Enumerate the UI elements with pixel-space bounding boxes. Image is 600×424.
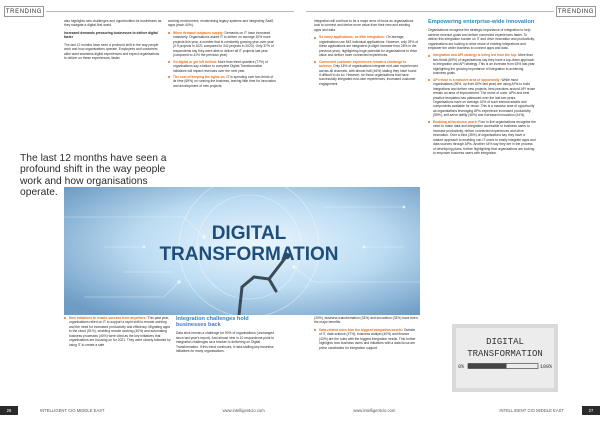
column-3-top <box>314 19 418 88</box>
url-right[interactable]: www.intelligentcio.com <box>353 407 396 413</box>
thumb-pct-right: 100% <box>540 364 553 370</box>
list-item: Integration and API strategy is being led from the top: More than two-thirds (69%) of organisations say they have a top-down approach to integration and API strategy. This is an increase from 63% last year, highlighting the growing importance of integration to achieving business goals. <box>428 53 536 75</box>
column-4 <box>428 19 536 157</box>
paragraph: Organisations recognise the strategic importance of integration to help achieve revenue goals and deliver connected experiences faster. To deliver this integration burden on IT and drive innovation and productivity, organisations are looking to drive reuse of existing integrations and empower the wider business to connect apps and data. <box>428 28 535 51</box>
list-item: New initiatives to enable success from anywhere: This past year, organisations relied on IT to support a rapid shift to remote working and the need for increased productivity and efficiency. Migrating apps to the cloud (51%), enabling remote working (40%) and automating business processes (40%) were cited as the key initiatives that organisations are focusing on for 2021. They were closely followed by using IT to create a safe <box>64 316 172 347</box>
paragraph: The last 12 months have seen a profound shift in the way people work and how organisations operate. Employees and customers alike want seamless digital experiences and expect organisations to deliver on these experiences, faster. <box>64 42 160 61</box>
paragraph: integration will continue to be a major area of focus as organisations look to connect and derive more value from their new and existing apps and data. <box>314 19 414 32</box>
hero-title-line-2: TRANSFORMATION <box>159 244 339 265</box>
url-left[interactable]: www.intelligentcio.com <box>222 407 265 413</box>
thumb-pct-left: 0% <box>458 364 465 370</box>
column-1-bottom <box>64 316 172 349</box>
footer-left <box>0 404 300 416</box>
section-heading: Integration challenges hold businesses back <box>176 316 249 329</box>
column-2-bottom <box>176 316 276 357</box>
footer-right <box>300 404 600 416</box>
digital-transformation-thumbnail <box>452 324 558 392</box>
section-heading: Empowering enterprise-wide innovation <box>428 19 535 25</box>
list-item: API reuse is a massive area of opportunity: While most organisations (96%, up from 80% last year) are using APIs to build integrations and deliver new projects, best practices around API reuse remain an area of improvement. The reuse of code, APIs and best practice templates has plateaued over the last two years. Organisations have on average 42% of such internal assets and components available for reuse. This is a massive area of opportunity as organisations leveraging APIs experience increased productivity (55%), self-serve ability (46%) and increased innovation (44%). <box>428 78 536 118</box>
list-item: Data-related roles turn the biggest integration assets: Outside of IT, data science (47%), business analyst (40%) and finance (43%) are the roles with the biggest integration needs. This further highlights how business users and initiatives with a data focus are prime candidates for integration support. <box>314 328 418 350</box>
list-item: Enabling all business users: Four in five organisations recognise the need to make data and integration accessible to business users to increase productivity, deliver connected experiences and drive innovation. Over a third (35%) of organisations say they have a mature approach to enabling non-IT users to easily integrate apps and data sources through APIs. Another 44% say they are in the process of developing plans, further highlighting that organisations are looking to empower business users with integration. <box>428 120 536 156</box>
thumb-title-1: DIGITAL <box>486 337 524 347</box>
list-item: The cost of keeping the lights on: IT is spending over two-thirds of its time (69%) on running the business, leaving little time for innovation and development of new projects. <box>168 75 276 88</box>
hero-title-line-1: DIGITAL <box>211 223 287 244</box>
thumb-title-2: TRANSFORMATION <box>467 349 543 359</box>
paragraph: also highlights new challenges and opportunities for businesses as they navigate a digital-first world. <box>64 19 162 28</box>
column-2-top <box>168 19 276 90</box>
subheading: Increased demands pressuring businesses to deliver digital faster <box>64 30 158 40</box>
header-rule-left <box>46 11 294 12</box>
list-item: Connected customer experiences remain a challenge to achieve: Only 18% of organisations integrate end-user experiences across all channels, with almost half (46%) stating they have found it difficult to do so. However, for those organisations that have successfully integrated end-user experiences, increased customer engagement <box>314 60 418 87</box>
paragraph: (33%), business transformation (33%) and innovation (33%) have been the major benefits. <box>314 316 418 325</box>
page-number-right: 27 <box>582 406 600 415</box>
pull-quote: The last 12 months have seen a profound shift in the way people work and how organisations operate. <box>20 153 167 199</box>
page-number-left: 26 <box>0 406 18 415</box>
section-tab-left: TRENDING <box>4 6 44 17</box>
list-item: When demand outpaces supply: Demands on IT have increased massively. Organisations asked IT to deliver on average 30% more projects this year, a number that is constantly growing year-over-year (0.9 projects in 2021 compared to 342 projects in 2020). Only 37% of respondents say they were able to deliver all IT projects last year (compared to 41% the previous year). <box>168 31 276 58</box>
thumb-progress-fill <box>468 364 507 369</box>
column-1-top <box>64 19 162 64</box>
list-item: Go digital or get left behind: More than three-quarters (77%) of organisations say a failure to complete Digital Transformation initiatives will impact revenues over the next year. <box>168 60 276 73</box>
brand-right: INTELLIGENT CIO MIDDLE EAST <box>499 407 564 413</box>
list-item: So many applications, so little integration: On average, organisations use 843 individual applications. However, only 29% of these applications are integrated (a slight increase from 28% in the previous year), highlighting huge potential for organisations to drive value and deliver more connected experiences. <box>314 35 418 57</box>
column-3-bottom <box>314 316 418 352</box>
header-rule-right <box>306 11 554 12</box>
digital-transformation-hero-image <box>64 187 420 315</box>
paragraph: working environment, modernising legacy systems and integrating SaaS apps (each 40%). <box>168 19 274 28</box>
section-tab-right: TRENDING <box>556 6 596 17</box>
paragraph: Data silos remain a challenge for 90% of organisations (unchanged since last year's report). And almost nine in 10 respondents point to integration challenges as a blocker to delivering on Digital Transformation. If this trend continues, it risks stalling key business initiatives for many organisations. <box>176 331 275 354</box>
brand-left: INTELLIGENT CIO MIDDLE EAST <box>40 407 105 413</box>
